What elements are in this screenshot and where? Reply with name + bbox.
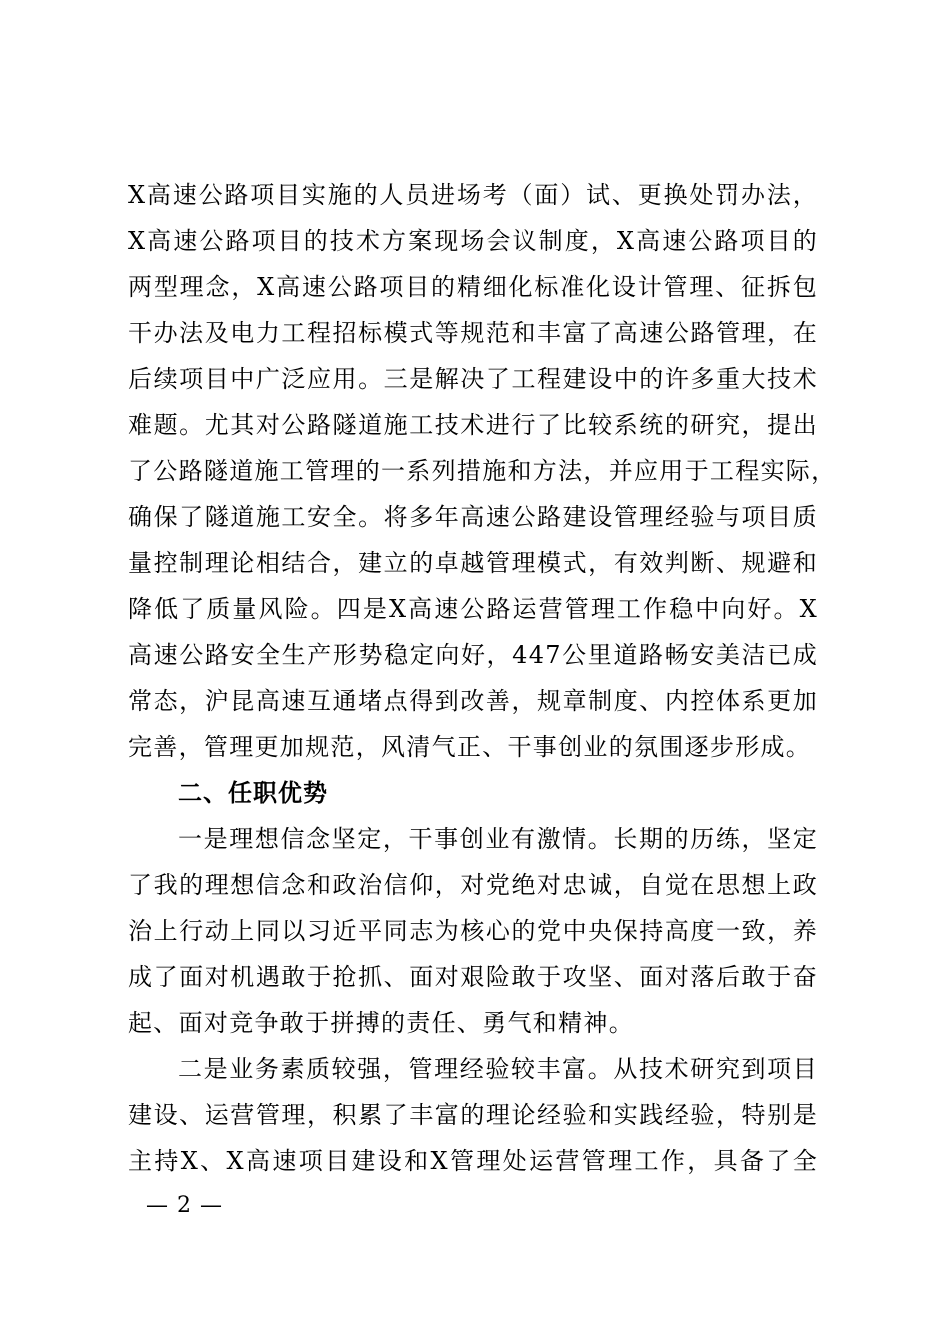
paragraph-line: 起、面对竞争敢于拼搏的责任、勇气和精神。 xyxy=(128,1009,634,1037)
body-line: 完善，管理更加规范，风清气正、干事创业的氛围逐步形成。 xyxy=(128,733,812,761)
body-line: 干办法及电力工程招标模式等规范和丰富了高速公路管理，在 xyxy=(128,319,818,347)
body-line: 后续项目中广泛应用。三是解决了工程建设中的许多重大技术 xyxy=(128,365,818,393)
paragraph-line: 建设、运营管理，积累了丰富的理论经验和实践经验，特别是 xyxy=(128,1101,818,1129)
body-line: 量控制理论相结合，建立的卓越管理模式，有效判断、规避和 xyxy=(128,549,818,577)
body-line: 难题。尤其对公路隧道施工技术进行了比较系统的研究，提出 xyxy=(128,411,818,439)
body-line: 了公路隧道施工管理的一系列措施和方法，并应用于工程实际， xyxy=(128,457,837,485)
body-line: 两型理念，X高速公路项目的精细化标准化设计管理、征拆包 xyxy=(128,273,818,301)
paragraph-line: 主持X、X高速项目建设和X管理处运营管理工作，具备了全 xyxy=(128,1147,818,1175)
body-line: 确保了隧道施工安全。将多年高速公路建设管理经验与项目质 xyxy=(128,503,818,531)
paragraph-line: 成了面对机遇敢于抢抓、面对艰险敢于攻坚、面对落后敢于奋 xyxy=(128,963,818,991)
section-heading: 二、任职优势 xyxy=(178,778,328,807)
body-line: 降低了质量风险。四是X高速公路运营管理工作稳中向好。X xyxy=(128,595,818,623)
body-line: 高速公路安全生产形势稳定向好，447公里道路畅安美洁已成 xyxy=(128,641,818,669)
page-number: — 2 — xyxy=(146,1193,223,1218)
body-line: X高速公路项目的技术方案现场会议制度，X高速公路项目的 xyxy=(128,227,818,255)
body-line: 常态，沪昆高速互通堵点得到改善，规章制度、内控体系更加 xyxy=(128,687,818,715)
paragraph-line: 治上行动上同以习近平同志为核心的党中央保持高度一致，养 xyxy=(128,917,818,945)
body-line: X高速公路项目实施的人员进场考（面）试、更换处罚办法， xyxy=(128,181,818,209)
paragraph-line: 二是业务素质较强，管理经验较丰富。从技术研究到项目 xyxy=(178,1055,818,1083)
paragraph-line: 了我的理想信念和政治信仰，对党绝对忠诚，自觉在思想上政 xyxy=(128,871,818,899)
paragraph-line: 一是理想信念坚定，干事创业有激情。长期的历练，坚定 xyxy=(178,825,818,853)
